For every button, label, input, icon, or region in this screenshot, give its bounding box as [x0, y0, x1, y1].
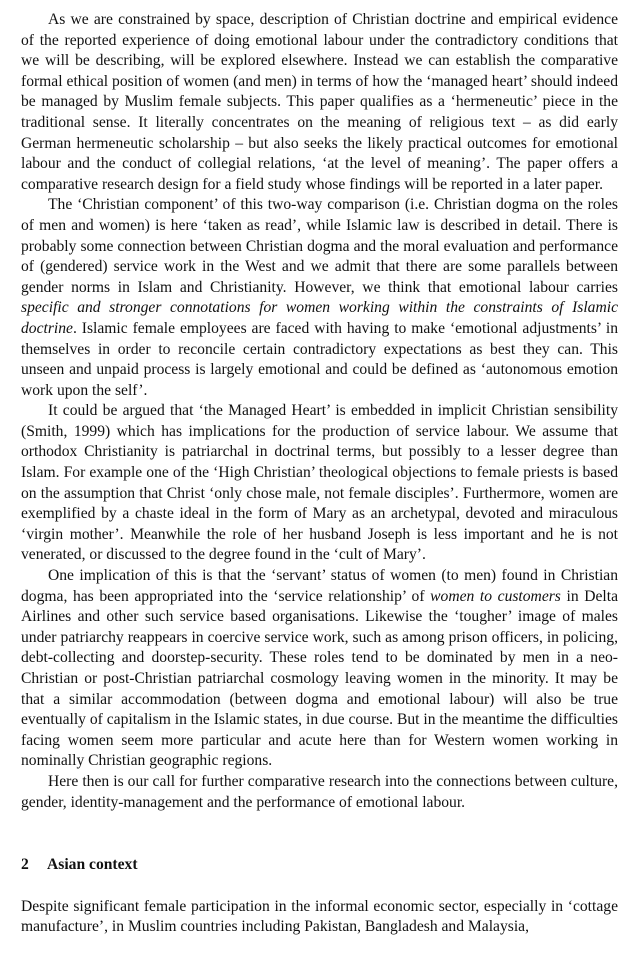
body-paragraph: [21, 10, 618, 195]
body-paragraph: [21, 566, 618, 772]
section-number: 2: [21, 856, 29, 874]
body-paragraph: [21, 195, 618, 401]
section-heading: [21, 855, 618, 876]
body-paragraph: [21, 772, 618, 813]
page-body: [21, 10, 618, 938]
italic-phrase: women to customers: [430, 587, 561, 605]
section-title: Asian context: [47, 856, 138, 874]
text-run: It could be argued that ‘the Managed Heart’ is embedded in implicit Christian sensibility (Smith, 1999) which has implications for the production of service labour. We assume that orthodox Christianity is patriarchal in doctrinal terms, but possibly to a lesser degree than Islam. For example one of the ‘High Christian’ theological objections to female priests is based on the assumption that Christ ‘only chose male, not female disciples’. Furthermore, women are exemplified by a chaste ideal in the form of Mary as an archetypal, devoted and miraculous ‘virgin mother’. Meanwhile the role of her husband Joseph is less important and he is not venerated, or discussed to the degree found in the ‘cult of Mary’.: [21, 402, 618, 564]
body-paragraphs: [21, 10, 618, 813]
text-run: . Islamic female employees are faced with having to make ‘emotional adjustments’ in themselves in order to reconcile certain contradictory expectations as best they can. This unseen and unpaid process is largely emotional and could be defined as ‘autonomous emotion work upon the self’.: [21, 319, 618, 399]
text-run: Here then is our call for further comparative research into the connections between culture, gender, identity-management and the performance of emotional labour.: [21, 772, 618, 811]
text-run: As we are constrained by space, description of Christian doctrine and empirical evidence of the reported experience of doing emotional labour under the contradictory conditions that we will be describing, will be explored elsewhere. Instead we can establish the comparative formal ethical position of women (and men) in terms of how the ‘managed heart’ should indeed be managed by Muslim female subjects. This paper qualifies as a ‘hermeneutic’ piece in the traditional sense. It literally concentrates on the meaning of religious text – as did early German hermeneutic scholarship – but also seeks the likely practical outcomes for emotional labour and the conduct of collegial relations, ‘at the level of meaning’. The paper offers a comparative research design for a field study whose findings will be reported in a later paper.: [21, 11, 618, 193]
text-run: The ‘Christian component’ of this two-way comparison (i.e. Christian dogma on the roles of men and women) is here ‘taken as read’, while Islamic law is described in detail. There is probably some connection between Christian dogma and the moral evaluation and performance of (gendered) service work in the West and we admit that there are some parallels between gender norms in Islam and Christianity. However, we think that emotional labour carries: [21, 196, 618, 296]
text-run: One implication of this is that the ‘servant’ status of women (to men) found in Christian dogma, has been appropriated into the ‘service relationship’ of: [21, 567, 618, 605]
body-paragraph: [21, 401, 618, 566]
text-run: in Delta Airlines and other such service based organisations. Likewise the ‘tougher’ image of males under patriarchy reappears in coercive service work, such as among prison officers, in policing, debt-collecting and doorstep-security. These roles tend to be dominated by men in a neo-Christian or post-Christian patriarchal cosmology leaving women in the minority. It may be that a similar accommodation (between dogma and emotional labour) will also be true eventually of capitalism in the Islamic states, in due course. But in the meantime the difficulties facing women seem more particular and acute here than for Western women working in nominally Christian geographic regions.: [21, 587, 619, 770]
section-paragraph: Despite significant female participation in the informal economic sector, especially in ‘cottage manufacture’, in Muslim countries including Pakistan, Bangladesh and Malaysia,: [21, 897, 618, 936]
italic-phrase: specific and stronger connotations for women working within the constraints of Islamic doctrine: [21, 299, 618, 337]
